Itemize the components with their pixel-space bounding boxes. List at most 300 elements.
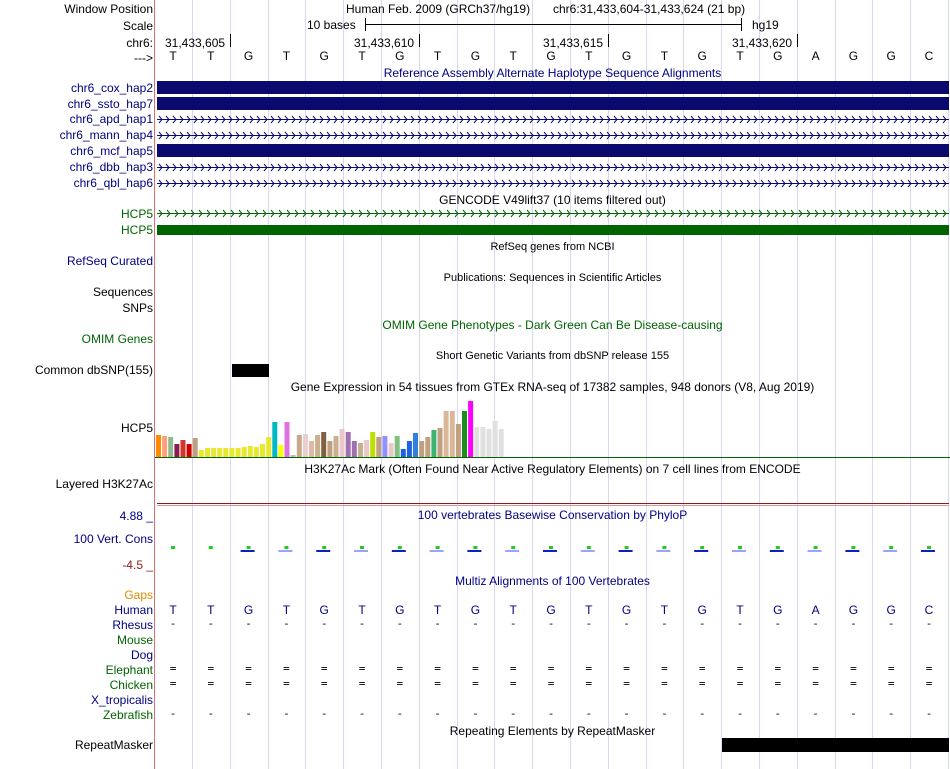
alignment-mark: =: [812, 662, 819, 675]
base-letter: T: [585, 49, 593, 63]
base-letter: G: [621, 49, 632, 63]
phylop-letter-glyph: [883, 550, 897, 552]
phylop-mark: [851, 546, 855, 549]
base-letter: T: [433, 603, 442, 617]
alignment-mark: -: [169, 707, 177, 716]
species-label-chicken[interactable]: Chicken: [109, 678, 153, 692]
sequences-label[interactable]: Sequences: [92, 285, 153, 299]
gtex-tissue-bar[interactable]: [303, 434, 308, 457]
alignment-mark: -: [245, 617, 252, 630]
gencode-item-label-2[interactable]: HCP5: [120, 223, 153, 237]
gtex-tissue-bar[interactable]: [487, 429, 492, 457]
phylop-mark: [247, 546, 251, 549]
alignment-mark: =: [396, 662, 404, 675]
alignment-mark: =: [774, 662, 782, 675]
dbsnp-variant-block[interactable]: [232, 364, 269, 377]
phylop-mark: [889, 546, 893, 549]
gtex-tissue-bar[interactable]: [358, 443, 363, 457]
phylop-letter-glyph: [543, 550, 557, 552]
alignment-mark: -: [698, 707, 706, 716]
gtex-tissue-bar[interactable]: [205, 448, 210, 457]
gtex-tissue-bar[interactable]: [456, 424, 461, 457]
base-letter: G: [395, 49, 405, 63]
gtex-tissue-bar[interactable]: [193, 438, 198, 457]
gaps-label[interactable]: Gaps: [124, 588, 153, 602]
alignment-mark: -: [245, 707, 252, 716]
gtex-tissue-bar[interactable]: [401, 449, 406, 457]
alignment-mark: -: [925, 707, 933, 716]
base-letter: T: [169, 49, 177, 63]
gtex-bar-chart[interactable]: [155, 395, 950, 460]
multiz-track-title: Multiz Alignments of 100 Vertebrates: [455, 574, 650, 588]
alignment-mark: =: [774, 677, 782, 690]
h3k27ac-label[interactable]: Layered H3K27Ac: [55, 477, 153, 491]
gtex-tissue-bar[interactable]: [334, 436, 339, 457]
strand-label: --->: [134, 51, 153, 65]
phylop-letter-glyph: [241, 550, 255, 552]
phylop-mark: [776, 546, 780, 549]
gtex-tissue-bar[interactable]: [431, 430, 436, 457]
phylop-letter-glyph: [694, 550, 708, 552]
gtex-tissue-bar[interactable]: [168, 437, 173, 457]
range-text: chr6:31,433,604-31,433,624 (21 bp): [553, 2, 746, 16]
window-position-label: Window Position: [64, 2, 153, 16]
phylop-letter-glyph: [732, 550, 746, 552]
alignment-mark: =: [736, 677, 744, 690]
alignment-mark: -: [925, 617, 933, 630]
base-letter: T: [358, 49, 366, 63]
species-label-rhesus[interactable]: Rhesus: [112, 618, 153, 632]
base-letter: T: [207, 49, 215, 63]
gencode-item-label-1[interactable]: HCP5: [120, 207, 153, 221]
pubs-track-title: Publications: Sequences in Scientific Articles: [443, 272, 662, 284]
base-letter: G: [773, 603, 783, 617]
scale-bar: [365, 24, 741, 25]
gtex-tissue-bar[interactable]: [181, 440, 186, 457]
phylop-mark: [171, 546, 175, 549]
alignment-mark: =: [925, 662, 933, 675]
gencode-intron-chevrons[interactable]: [157, 209, 949, 218]
phylop-mark: [398, 546, 402, 549]
phylop-letter-glyph: [921, 550, 935, 552]
alignment-mark: =: [207, 677, 215, 690]
alignment-mark: =: [169, 677, 177, 690]
phylop-letter-glyph: [392, 550, 406, 552]
alignment-mark: =: [887, 662, 895, 675]
gtex-tissue-bar[interactable]: [199, 450, 204, 457]
species-label-dog[interactable]: Dog: [130, 648, 153, 662]
base-letter: T: [660, 603, 669, 617]
gtex-tissue-bar[interactable]: [285, 422, 290, 457]
gtex-tissue-bar[interactable]: [450, 411, 455, 457]
scale-bar-right-end: [741, 18, 742, 31]
alignment-mark: =: [509, 662, 517, 675]
tick-mark-1: [230, 34, 231, 47]
gtex-tissue-bar[interactable]: [395, 436, 400, 457]
alignment-mark: =: [320, 677, 328, 690]
h3k27ac-signal-line-2: [157, 505, 949, 506]
gtex-track-title: Gene Expression in 54 tissues from GTEx RNA-seq of 17382 samples, 948 donors (V8, Aug 2019): [290, 380, 815, 394]
base-letter: G: [886, 49, 896, 63]
tick-mark-3: [608, 34, 609, 47]
base-letter: G: [470, 49, 481, 63]
gtex-tissue-bar[interactable]: [419, 441, 424, 457]
alignment-mark: =: [547, 677, 555, 690]
base-letter: T: [282, 49, 291, 63]
base-letter: A: [811, 603, 820, 617]
gtex-tissue-bar[interactable]: [229, 448, 234, 457]
base-letter: C: [924, 603, 934, 617]
alt-hap-chevrons-3[interactable]: [157, 115, 949, 124]
phylop-mark: [549, 546, 553, 549]
base-letter: G: [848, 49, 859, 63]
alignment-mark: =: [850, 662, 857, 675]
repeat-track-title: Repeating Elements by RepeatMasker: [449, 724, 656, 738]
phylop-label[interactable]: 100 Vert. Cons: [73, 532, 153, 546]
alignment-mark: =: [283, 662, 290, 675]
tick-label-3: 31,433,615: [543, 36, 604, 50]
alt-hap-label-5[interactable]: chr6_mcf_hap5: [70, 144, 153, 158]
alignment-mark: -: [509, 617, 517, 630]
alignment-mark: =: [698, 677, 706, 690]
phylop-mark: [360, 546, 364, 549]
snps-label[interactable]: SNPs: [122, 301, 153, 315]
gtex-tissue-bar[interactable]: [291, 455, 296, 457]
gtex-tissue-bar[interactable]: [321, 432, 326, 457]
base-letter: T: [736, 603, 744, 617]
alignment-mark: =: [698, 662, 706, 675]
alignment-mark: =: [887, 677, 895, 690]
base-letter: G: [621, 603, 632, 617]
base-letter: T: [433, 49, 442, 63]
alignment-mark: -: [434, 617, 441, 630]
alt-hap-label-4[interactable]: chr6_mann_hap4: [59, 128, 153, 142]
gtex-tissue-bar[interactable]: [315, 435, 320, 457]
chrom-label: chr6:: [126, 36, 153, 50]
phylop-max-label: 4.88 _: [119, 509, 153, 523]
gtex-tissue-bar[interactable]: [444, 411, 449, 457]
db-text: hg19: [752, 18, 779, 32]
alignment-mark: -: [698, 617, 706, 630]
gtex-tissue-bar[interactable]: [493, 421, 498, 457]
base-letter: T: [509, 603, 517, 617]
alignment-mark: =: [736, 662, 744, 675]
gtex-tissue-bar[interactable]: [309, 441, 314, 457]
base-letter: G: [319, 603, 329, 617]
alignment-mark: =: [585, 677, 593, 690]
phylop-letter-glyph: [316, 550, 330, 552]
gencode-exon-bar[interactable]: [157, 225, 949, 235]
alignment-mark: =: [850, 677, 857, 690]
phylop-letter-glyph: [505, 550, 519, 552]
alignment-mark: =: [661, 677, 668, 690]
phylop-mark: [814, 546, 818, 549]
gtex-label[interactable]: HCP5: [120, 421, 153, 435]
alignment-mark: -: [169, 617, 177, 630]
phylop-mark: [700, 546, 704, 549]
gtex-tissue-bar[interactable]: [389, 443, 394, 457]
gtex-tissue-bar[interactable]: [413, 433, 418, 457]
gtex-tissue-bar[interactable]: [382, 436, 387, 457]
gtex-tissue-bar[interactable]: [278, 445, 283, 457]
base-letter: T: [585, 603, 593, 617]
gtex-tissue-bar[interactable]: [327, 441, 332, 457]
alignment-mark: -: [207, 707, 215, 716]
alignment-mark: =: [434, 662, 441, 675]
alignment-mark: -: [283, 617, 290, 630]
base-letter: G: [697, 603, 707, 617]
human-sequence: [155, 603, 950, 617]
base-letter: G: [395, 603, 405, 617]
phylop-mark: [473, 546, 477, 549]
alignment-mark: =: [283, 677, 290, 690]
h3k27ac-signal-line: [157, 503, 949, 504]
alignment-mark: -: [887, 617, 895, 630]
base-letter: G: [886, 603, 896, 617]
base-letter: T: [282, 603, 291, 617]
alignment-mark: -: [585, 617, 593, 630]
gtex-tissue-bar[interactable]: [260, 444, 265, 457]
gtex-tissue-bar[interactable]: [407, 441, 412, 457]
gtex-tissue-bar[interactable]: [370, 432, 375, 457]
alignment-mark: -: [509, 707, 517, 716]
omim-label[interactable]: OMIM Genes: [81, 332, 153, 346]
gtex-tissue-bar[interactable]: [425, 437, 430, 457]
gtex-tissue-bar[interactable]: [462, 411, 467, 457]
species-label-elephant[interactable]: Elephant: [105, 663, 153, 677]
alt-hap-chevrons-6[interactable]: [157, 163, 949, 172]
alignment-mark: -: [623, 617, 630, 630]
tick-mark-4: [797, 34, 798, 47]
assembly-text: Human Feb. 2009 (GRCh37/hg19): [346, 2, 531, 16]
phylop-mark: [587, 546, 591, 549]
alignment-mark: -: [661, 707, 668, 716]
alignment-mark: =: [925, 677, 933, 690]
phylop-letter-glyph: [430, 550, 444, 552]
alignment-mark: =: [547, 662, 555, 675]
alignment-mark: =: [434, 677, 441, 690]
gtex-tissue-bar[interactable]: [499, 429, 504, 457]
alignment-mark: -: [850, 707, 857, 716]
alignment-mark: -: [812, 707, 819, 716]
alt-hap-bar-5[interactable]: [157, 144, 949, 157]
repeat-label[interactable]: RepeatMasker: [74, 738, 153, 752]
alignment-mark: -: [623, 707, 630, 716]
gtex-tissue-bar[interactable]: [211, 448, 216, 457]
alignment-mark: -: [547, 617, 555, 630]
base-letter: C: [924, 49, 934, 63]
gtex-tissue-bar[interactable]: [217, 448, 222, 457]
gtex-tissue-bar[interactable]: [474, 427, 479, 457]
omim-track-title: OMIM Gene Phenotypes - Dark Green Can Be Disease-causing: [382, 318, 723, 332]
phylop-letter-glyph: [656, 550, 670, 552]
species-label-mouse[interactable]: Mouse: [116, 633, 153, 647]
tick-label-1: 31,433,605: [165, 36, 226, 50]
base-letter: G: [319, 49, 329, 63]
phylop-mark: [511, 546, 515, 549]
alignment-mark: -: [320, 617, 328, 630]
base-letter: G: [848, 603, 859, 617]
dbsnp-track-title: Short Genetic Variants from dbSNP release 155: [435, 350, 670, 362]
alignment-mark: -: [661, 617, 668, 630]
alt-hap-chevrons-4[interactable]: [157, 131, 949, 140]
h3k27ac-track-title: H3K27Ac Mark (Often Found Near Active Regulatory Elements) on 7 cell lines from ENCODE: [304, 462, 801, 476]
alignment-mark: -: [585, 707, 593, 716]
base-letter: A: [811, 49, 820, 63]
alignment-mark: =: [585, 662, 593, 675]
base-letter: T: [509, 49, 517, 63]
alignment-mark: =: [358, 677, 366, 690]
alignment-mark: -: [283, 707, 290, 716]
base-letter: G: [773, 49, 783, 63]
phylop-letter-glyph: [278, 550, 292, 552]
alt-hap-track-title: Reference Assembly Alternate Haplotype Sequence Alignments: [383, 66, 722, 80]
base-letter: G: [243, 49, 254, 63]
gtex-tissue-bar[interactable]: [174, 444, 179, 457]
refseq-label[interactable]: RefSeq Curated: [66, 254, 153, 268]
alt-hap-label-1[interactable]: chr6_cox_hap2: [70, 81, 153, 95]
base-letter: T: [358, 603, 366, 617]
tick-mark-2: [419, 34, 420, 47]
phylop-mark: [436, 546, 440, 549]
alignment-mark: -: [887, 707, 895, 716]
refseq-track-title: RefSeq genes from NCBI: [490, 241, 615, 253]
alignment-mark: -: [472, 707, 479, 716]
alignment-mark: -: [207, 617, 215, 630]
base-letter: T: [660, 49, 669, 63]
gtex-tissue-bar[interactable]: [364, 440, 369, 457]
gtex-tissue-bar[interactable]: [242, 447, 247, 457]
gtex-tissue-bar[interactable]: [266, 437, 271, 457]
alignment-mark: -: [396, 617, 404, 630]
gtex-tissue-bar[interactable]: [297, 435, 302, 457]
alignment-mark: -: [358, 707, 366, 716]
alignment-mark: -: [320, 707, 328, 716]
phylop-letter-glyph: [581, 550, 595, 552]
alignment-mark: =: [472, 677, 479, 690]
phylop-letter-glyph: [845, 550, 859, 552]
gtex-tissue-bar[interactable]: [254, 447, 259, 457]
base-letter: T: [169, 603, 177, 617]
alignment-mark: =: [812, 677, 819, 690]
base-letter: G: [546, 603, 556, 617]
scale-text: 10 bases: [307, 18, 356, 32]
base-letter: G: [470, 603, 481, 617]
alignment-mark: =: [358, 662, 366, 675]
alignment-mark: -: [547, 707, 555, 716]
alignment-mark: =: [623, 662, 630, 675]
alt-hap-chevrons-7[interactable]: [157, 179, 949, 188]
tick-label-2: 31,433,610: [354, 36, 415, 50]
phylop-letter-glyph: [808, 550, 822, 552]
gtex-tissue-bar[interactable]: [223, 448, 228, 457]
phylop-mark: [662, 546, 666, 549]
alignment-mark: =: [207, 662, 215, 675]
scale-label: Scale: [122, 19, 153, 33]
gtex-tissue-bar[interactable]: [438, 428, 443, 457]
alignment-mark: -: [434, 707, 441, 716]
gtex-tissue-bar[interactable]: [162, 436, 167, 457]
alt-hap-bar-1[interactable]: [157, 81, 949, 94]
gtex-tissue-bar[interactable]: [156, 435, 161, 457]
gtex-tissue-bar[interactable]: [480, 427, 485, 457]
alignment-mark: =: [661, 662, 668, 675]
dbsnp-label[interactable]: Common dbSNP(155): [34, 363, 153, 377]
phylop-letter-glyph: [467, 550, 481, 552]
alignment-mark: =: [472, 662, 479, 675]
tick-label-4: 31,433,620: [732, 36, 793, 50]
repeat-element-block[interactable]: [722, 738, 949, 752]
gtex-tissue-bar[interactable]: [376, 437, 381, 457]
alignment-mark: -: [358, 617, 366, 630]
alignment-mark: =: [245, 662, 252, 675]
species-label-xtropicalis[interactable]: X_tropicalis: [90, 693, 153, 707]
gtex-tissue-bar[interactable]: [187, 444, 192, 457]
phylop-sequence-logo: [155, 538, 950, 564]
alignment-mark: -: [736, 617, 744, 630]
alignment-mark: =: [509, 677, 517, 690]
phylop-letter-glyph: [619, 550, 633, 552]
scale-bar-left-end: [365, 18, 366, 31]
alignment-mark: -: [736, 707, 744, 716]
alignment-mark: =: [245, 677, 252, 690]
reference-sequence: [155, 49, 950, 63]
phylop-track-title: 100 vertebrates Basewise Conservation by PhyloP: [417, 508, 688, 522]
phylop-mark: [284, 546, 288, 549]
base-letter: G: [243, 603, 254, 617]
human-label[interactable]: Human: [114, 603, 153, 617]
alignment-mark: =: [396, 677, 404, 690]
species-alignment-marks: [155, 616, 950, 716]
alignment-mark: -: [812, 617, 819, 630]
gtex-tissue-bar[interactable]: [352, 441, 357, 457]
alignment-mark: -: [472, 617, 479, 630]
gtex-tissue-bar[interactable]: [272, 422, 277, 457]
alt-hap-label-7[interactable]: chr6_qbl_hap6: [73, 176, 153, 190]
base-letter: G: [697, 49, 707, 63]
phylop-mark: [738, 546, 742, 549]
phylop-mark: [927, 546, 931, 549]
gtex-tissue-bar[interactable]: [468, 401, 473, 457]
alignment-mark: -: [850, 617, 857, 630]
alt-hap-label-2[interactable]: chr6_ssto_hap7: [67, 97, 153, 111]
alt-hap-label-3[interactable]: chr6_apd_hap1: [69, 112, 153, 126]
alignment-mark: =: [320, 662, 328, 675]
phylop-min-label: -4.5 _: [122, 558, 153, 572]
alignment-mark: =: [623, 677, 630, 690]
phylop-letter-glyph: [354, 550, 368, 552]
phylop-mark: [209, 546, 213, 549]
species-label-zebrafish[interactable]: Zebrafish: [102, 708, 153, 722]
base-letter: T: [736, 49, 744, 63]
base-letter: T: [207, 603, 215, 617]
phylop-letter-glyph: [770, 550, 784, 552]
gtex-tissue-bar[interactable]: [346, 432, 351, 457]
gtex-tissue-bar[interactable]: [340, 429, 345, 457]
gtex-tissue-bar[interactable]: [236, 448, 241, 457]
phylop-mark: [625, 546, 629, 549]
phylop-mark: [322, 546, 326, 549]
gtex-tissue-bar[interactable]: [248, 446, 253, 457]
alignment-mark: -: [774, 617, 782, 630]
alignment-mark: =: [169, 662, 177, 675]
alignment-mark: -: [774, 707, 782, 716]
alt-hap-bar-2[interactable]: [157, 97, 949, 110]
alt-hap-label-6[interactable]: chr6_dbb_hap3: [69, 160, 153, 174]
gencode-track-title: GENCODE V49lift37 (10 items filtered out): [439, 193, 666, 207]
base-letter: G: [546, 49, 556, 63]
alignment-mark: -: [396, 707, 404, 716]
